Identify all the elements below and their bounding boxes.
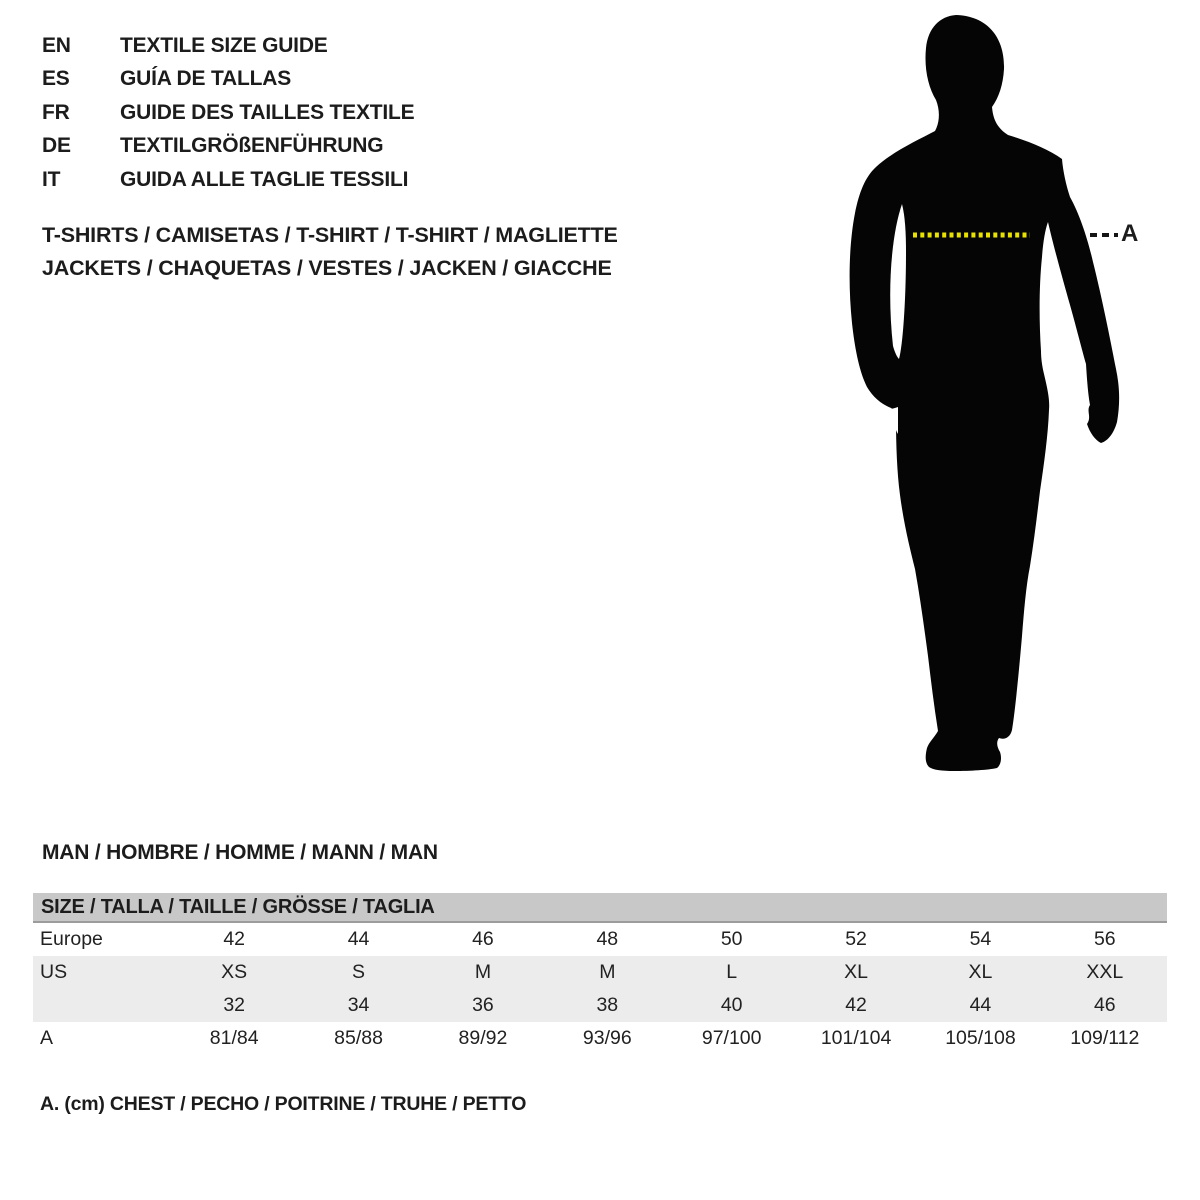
guide-title-fr: GUIDE DES TAILLES TEXTILE (120, 100, 415, 124)
size-value: 56 (1093, 928, 1116, 950)
row-label: A (40, 1027, 54, 1049)
guide-title-es: GUÍA DE TALLAS (120, 67, 292, 91)
size-value: 97/100 (701, 1027, 762, 1049)
category-line-jackets: JACKETS / CHAQUETAS / VESTES / JACKEN / GIACCHE (42, 256, 612, 280)
language-code: ES (42, 67, 70, 91)
size-value: 93/96 (582, 1027, 632, 1049)
man-silhouette (850, 15, 1120, 771)
size-value: 38 (596, 994, 619, 1016)
size-value: 89/92 (458, 1027, 508, 1049)
measurement-a-label: A (1121, 220, 1139, 247)
guide-title-en: TEXTILE SIZE GUIDE (120, 33, 328, 57)
row-label (33, 989, 172, 1022)
size-value: XS (221, 961, 248, 983)
language-code: FR (42, 100, 70, 124)
size-value: 40 (720, 994, 743, 1016)
size-value: 46 (472, 928, 494, 950)
table-row-chest-a (33, 1022, 1167, 1055)
size-value: 44 (347, 928, 370, 950)
size-value: 36 (472, 994, 494, 1016)
guide-title-de: TEXTILGRÖßENFÜHRUNG (120, 134, 384, 158)
section-title-man: MAN / HOMBRE / HOMME / MANN / MAN (42, 841, 438, 864)
size-table (33, 893, 1167, 1055)
hand-hip-gap (889, 407, 898, 434)
size-value: 42 (223, 928, 246, 950)
size-value: M (474, 961, 492, 983)
language-code: DE (42, 134, 71, 158)
table-row-europe (33, 923, 1167, 956)
size-value: 52 (845, 928, 867, 950)
row-label: US (40, 961, 68, 983)
language-code: IT (42, 167, 61, 191)
category-line-tshirts: T-SHIRTS / CAMISETAS / T-SHIRT / T-SHIRT / MAGLIETTE (42, 223, 618, 247)
language-code: EN (42, 33, 71, 57)
size-value: XL (844, 961, 868, 983)
size-value: 44 (969, 994, 992, 1016)
size-value: 32 (223, 994, 246, 1016)
size-value: 81/84 (209, 1027, 259, 1049)
table-row-numeric (33, 989, 1167, 1022)
table-row-us (33, 956, 1167, 989)
size-value: 42 (845, 994, 867, 1016)
size-table-header: SIZE / TALLA / TAILLE / GRÖSSE / TAGLIA (33, 893, 1167, 923)
size-value: 34 (347, 994, 370, 1016)
size-value: 85/88 (334, 1027, 383, 1049)
size-value: 46 (1093, 994, 1116, 1016)
size-value: L (726, 961, 738, 983)
size-value: 54 (969, 928, 992, 950)
size-value: 48 (596, 928, 619, 950)
size-value: S (352, 961, 366, 983)
size-value: XXL (1086, 961, 1124, 983)
size-value: 101/104 (820, 1027, 892, 1049)
size-value: 109/112 (1070, 1027, 1140, 1049)
size-value: 50 (720, 928, 743, 950)
measurement-footnote: A. (cm) CHEST / PECHO / POITRINE / TRUHE / PETTO (40, 1093, 527, 1115)
guide-title-it: GUIDA ALLE TAGLIE TESSILI (120, 167, 409, 191)
size-value: 105/108 (945, 1027, 1016, 1049)
size-value: M (599, 961, 616, 983)
row-label: Europe (40, 928, 103, 950)
size-table-grid (33, 923, 1167, 1055)
size-value: XL (968, 961, 993, 983)
